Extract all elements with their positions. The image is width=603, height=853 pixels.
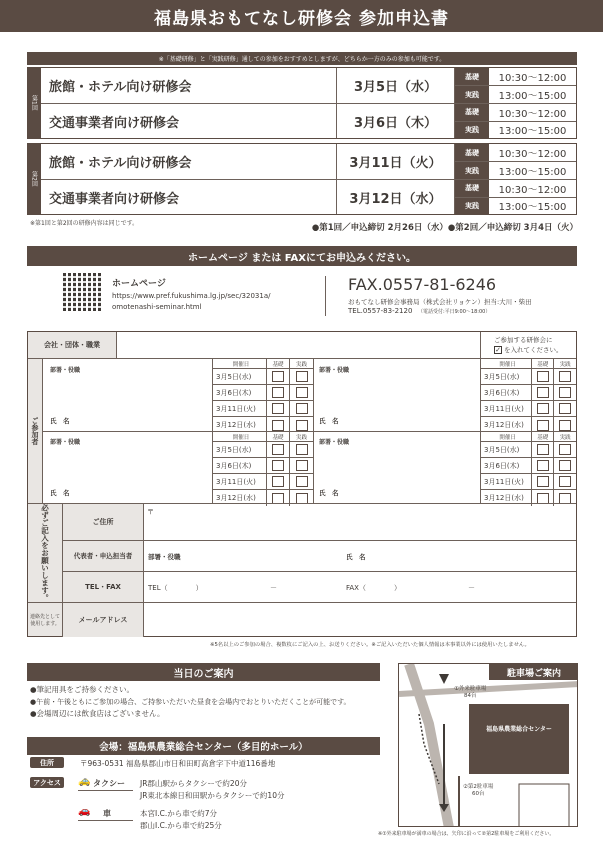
kind-label: 基礎 <box>455 104 489 121</box>
practice-checkbox[interactable] <box>559 371 571 382</box>
address-label: ご住所 <box>92 518 114 526</box>
guide-item: ●筆記用具をご持参ください。 <box>30 685 135 694</box>
date-label: 3月5日(水) <box>213 442 267 457</box>
date-label: 3月12日(水) <box>213 490 267 506</box>
org-input[interactable] <box>117 332 480 358</box>
practice-checkbox[interactable] <box>559 403 571 414</box>
practice-checkbox[interactable] <box>559 460 571 471</box>
parking-2-count: 60台 <box>471 791 485 797</box>
time-value: 13:00～15:00 <box>498 126 567 138</box>
position-label: 部署・役職 <box>319 367 350 374</box>
tel-text[interactable]: TEL（ ） <box>148 584 203 592</box>
session-1-course-2 <box>41 104 576 138</box>
fax-number: FAX.0557-81-6246 <box>348 275 497 294</box>
date-label: 3月12日(水) <box>481 490 532 506</box>
basic-checkbox[interactable] <box>272 460 284 471</box>
same-content-note: ※第1回と第2回の研修内容は同じです。 <box>30 220 139 227</box>
guide-header: 当日のご案内 <box>27 663 380 681</box>
practice-checkbox[interactable] <box>296 493 308 504</box>
basic-checkbox[interactable] <box>537 476 549 487</box>
session-1-label: 第1回 <box>27 68 41 138</box>
choose-note-2: を入れてください。 <box>504 346 563 354</box>
date-label: 3月11日(火) <box>481 474 532 489</box>
office-name: おもてなし研修会事務局（株式会社リョケン）担当:大川・柴田 <box>348 298 532 306</box>
practice-checkbox[interactable] <box>559 420 571 431</box>
time-value: 13:00～15:00 <box>498 91 567 102</box>
basic-checkbox[interactable] <box>537 387 549 398</box>
time-value: 10:30～12:00 <box>498 108 567 120</box>
basic-checkbox[interactable] <box>537 420 549 431</box>
practice-checkbox[interactable] <box>296 460 308 471</box>
practice-checkbox[interactable] <box>296 420 308 431</box>
basic-checkbox[interactable] <box>272 476 284 487</box>
date-label: 3月6日(木) <box>213 458 267 473</box>
participant-2-grid: 開催日 基礎 実践 3月5日(水) 3月6日(木) 3月11日(火) 3月12日(水) <box>481 359 576 433</box>
time-value: 10:30～12:00 <box>498 73 567 84</box>
map-icon <box>399 664 578 827</box>
parking-note: ※①外来駐車場が満車の場合は、矢印に沿って②第2駐車場をご利用ください。 <box>378 831 555 837</box>
email-input[interactable] <box>144 603 576 636</box>
taxi-icon: 🚕 <box>78 776 91 787</box>
practice-checkbox[interactable] <box>559 476 571 487</box>
date-label: 3月11日(火) <box>481 401 532 416</box>
date-label: 3月11日(火) <box>213 474 267 489</box>
practice-checkbox[interactable] <box>296 444 308 455</box>
car-icon: 🚗 <box>78 806 91 817</box>
basic-checkbox[interactable] <box>537 444 549 455</box>
practice-checkbox[interactable] <box>559 493 571 504</box>
basic-checkbox[interactable] <box>272 371 284 382</box>
parking-header: 駐車場ご案内 <box>489 664 578 680</box>
session-2-label: 第2回 <box>27 144 41 214</box>
time-value: 13:00～15:00 <box>498 202 567 214</box>
basic-checkbox[interactable] <box>537 493 549 504</box>
date-label: 3月6日(木) <box>213 385 267 400</box>
basic-checkbox[interactable] <box>272 403 284 414</box>
email-label: メールアドレス <box>78 615 128 624</box>
fax-text[interactable]: FAX（ ） <box>346 584 401 592</box>
session-1 <box>27 67 577 139</box>
check-icon: ✓ <box>495 345 501 354</box>
date-label: 3月5日(水) <box>481 369 532 384</box>
position-label: 部署・役職 <box>50 439 81 446</box>
course-date: 3月11日（火） <box>337 144 455 179</box>
venue-address: 〒963-0531 福島県郡山市日和田町高倉字下中道116番地 <box>80 759 276 768</box>
participant-side-label: ご参加者 <box>28 359 42 503</box>
kind-label: 実践 <box>455 198 489 215</box>
basic-checkbox[interactable] <box>537 371 549 382</box>
recommend-note: ※「基礎研修」と「実践研修」通しての参加をおすすめとしますが、どちらか一方のみの参加も可能です。 <box>27 52 577 65</box>
course-date: 3月12日（水） <box>337 180 455 214</box>
name-label: 氏 名 <box>319 489 339 497</box>
basic-checkbox[interactable] <box>272 387 284 398</box>
address-tag: 住所 <box>30 757 64 768</box>
kind-label: 基礎 <box>455 180 489 197</box>
car-info-2: 郡山I.C.から車で約25分 <box>140 821 222 830</box>
participant-3-grid: 開催日 基礎 実践 3月5日(水) 3月6日(木) 3月11日(火) 3月12日(水) <box>213 432 313 506</box>
practice-checkbox[interactable] <box>296 476 308 487</box>
qr-code-icon[interactable] <box>63 273 101 311</box>
name-label: 氏 名 <box>50 417 70 425</box>
practice-checkbox[interactable] <box>296 387 308 398</box>
deadline: ●第1回／申込締切 2月26日（水）●第2回／申込締切 3月4日（火） <box>311 223 578 233</box>
course-date: 3月6日（木） <box>337 104 455 138</box>
basic-checkbox[interactable] <box>272 444 284 455</box>
kind-label: 基礎 <box>455 144 489 161</box>
time-value: 10:30～12:00 <box>498 149 567 160</box>
application-form <box>27 331 577 637</box>
car-label: 車 <box>103 809 111 818</box>
bottom-note: ※5名以上のご参加の場合、複数枚にご記入の上、お送りください。※ご記入いただいた個人情報は本事業以外には使用いたしません。 <box>210 642 530 648</box>
homepage-label: ホームページ <box>112 279 166 289</box>
date-label: 3月6日(木) <box>481 458 532 473</box>
rep-name-label: 氏 名 <box>346 553 366 561</box>
office-tel: TEL.0557-83-2120 <box>348 307 413 315</box>
rep-label: 代表者・申込担当者 <box>73 552 133 560</box>
session-2-course-2 <box>41 180 576 214</box>
parking-2-label: ②第2駐車場 <box>463 784 494 790</box>
tel-dash: － <box>270 584 277 592</box>
participant-1-grid: 開催日 基礎 実践 3月5日(水) 3月6日(木) 3月11日(火) 3月12日(水) <box>213 359 313 433</box>
rep-position-label: 部署・役職 <box>148 553 181 561</box>
date-label: 3月12日(水) <box>213 417 267 433</box>
required-side-label: 必ずご記入をお願いします。 <box>28 504 62 602</box>
date-label: 3月5日(水) <box>481 442 532 457</box>
telfax-label: TEL・FAX <box>85 582 121 591</box>
course-name: 交通事業者向け研修会 <box>41 180 337 214</box>
kind-label: 実践 <box>455 122 489 139</box>
homepage-url-1[interactable]: https://www.pref.fukushima.lg.jp/sec/32031a/ <box>112 292 271 300</box>
kind-label: 実践 <box>455 162 489 179</box>
practice-checkbox[interactable] <box>559 444 571 455</box>
course-name: 交通事業者向け研修会 <box>41 104 337 138</box>
address-input[interactable] <box>144 504 576 540</box>
time-value: 13:00～15:00 <box>498 167 567 178</box>
fax-dash: － <box>468 584 475 592</box>
position-label: 部署・役職 <box>50 367 81 374</box>
taxi-info-1: JR郡山駅からタクシーで約20分 <box>140 779 247 788</box>
participant-4-grid: 開催日 基礎 実践 3月5日(水) 3月6日(木) 3月11日(火) 3月12日(水) <box>481 432 576 506</box>
apply-header: ホームページ または FAXにてお申込みください。 <box>27 246 577 266</box>
position-label: 部署・役職 <box>319 439 350 446</box>
org-label: 会社・団体・職業 <box>44 341 100 349</box>
session-2 <box>27 143 577 215</box>
basic-checkbox[interactable] <box>272 420 284 431</box>
name-label: 氏 名 <box>319 417 339 425</box>
practice-checkbox[interactable] <box>296 403 308 414</box>
basic-checkbox[interactable] <box>537 403 549 414</box>
session-1-course-1 <box>41 68 576 104</box>
venue-header: 会場：福島県農業総合センター（多目的ホール） <box>27 737 380 755</box>
course-name: 旅館・ホテル向け研修会 <box>41 68 337 103</box>
postal-mark: 〒 <box>147 508 154 516</box>
session-2-course-1 <box>41 144 576 180</box>
access-tag: アクセス <box>30 777 64 788</box>
office-hours: （電話受付:平日9:00～18:00） <box>418 309 491 315</box>
taxi-label: タクシー <box>93 779 125 788</box>
center-label: 福島県農業総合センター <box>486 726 552 733</box>
parking-map <box>398 663 578 827</box>
time-value: 10:30～12:00 <box>498 184 567 196</box>
car-info-1: 本宮I.C.から車で約7分 <box>140 809 217 818</box>
practice-checkbox[interactable] <box>296 371 308 382</box>
choose-note-1: ご参加する研修会に <box>494 336 553 344</box>
contact-side-label: 連絡先として使用します。 <box>28 603 62 636</box>
date-label: 3月5日(水) <box>213 369 267 384</box>
course-date: 3月5日（水） <box>337 68 455 103</box>
kind-label: 基礎 <box>455 68 489 85</box>
name-label: 氏 名 <box>50 489 70 497</box>
practice-checkbox[interactable] <box>559 387 571 398</box>
kind-label: 実践 <box>455 86 489 103</box>
taxi-info-2: JR東北本線日和田駅からタクシーで約10分 <box>140 791 285 800</box>
basic-checkbox[interactable] <box>272 493 284 504</box>
homepage-url-2[interactable]: omotenashi-seminar.html <box>112 303 202 311</box>
guide-item: ●午前・午後ともにご参加の場合、ご持参いただいた昼食を会場内でおとりいただくことが可能です。 <box>30 698 351 706</box>
guide-item: ●会場周辺には飲食店はございません。 <box>30 709 165 718</box>
date-label: 3月12日(水) <box>481 417 532 433</box>
parking-1-label: ①外来駐車場 <box>454 686 487 692</box>
date-label: 3月6日(木) <box>481 385 532 400</box>
basic-checkbox[interactable] <box>537 460 549 471</box>
parking-1-count: 84台 <box>463 693 477 699</box>
page-title: 福島県おもてなし研修会 参加申込書 <box>0 0 603 32</box>
date-label: 3月11日(火) <box>213 401 267 416</box>
course-name: 旅館・ホテル向け研修会 <box>41 144 337 179</box>
